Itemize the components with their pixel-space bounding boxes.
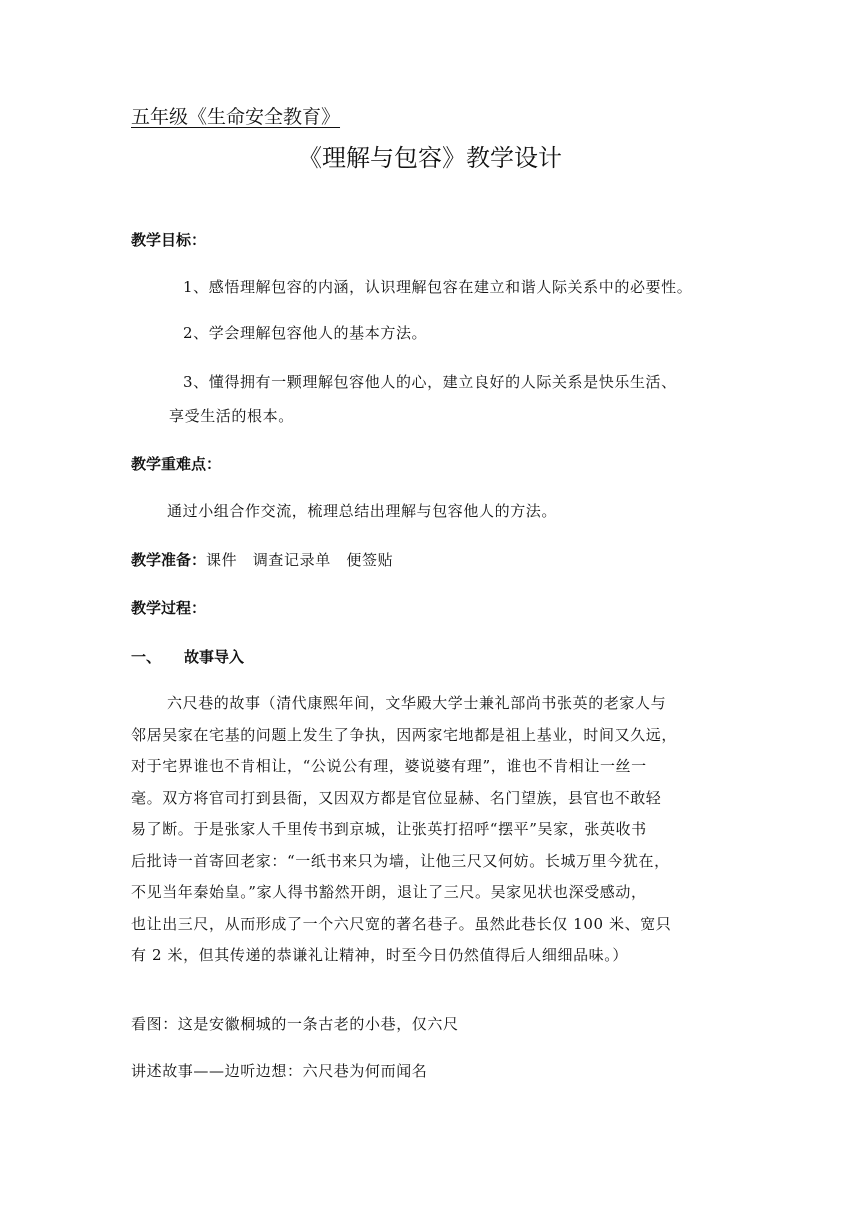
key-points-text: 通过小组合作交流，梳理总结出理解与包容他人的方法。 <box>167 502 558 520</box>
objective-item-3: 3、懂得拥有一颗理解包容他人的心，建立良好的人际关系是快乐生活、 <box>183 373 677 391</box>
story-line: 六尺巷的故事（清代康熙年间，文华殿大学士兼礼部尚书张英的老家人与 <box>167 694 667 712</box>
story-line: 后批诗一首寄回老家：“一纸书来只为墙，让他三尺又何妨。长城万里今犹在， <box>131 851 670 870</box>
story-line: 对于宅界谁也不肯相让，“公说公有理，婆说婆有理”，谁也不肯相让一丝一 <box>131 757 647 775</box>
objectives-heading: 教学目标： <box>131 231 207 249</box>
preparation-text: 课件 调查记录单 便签贴 <box>206 551 394 569</box>
objective-item-1: 1、感悟理解包容的内涵，认识理解包容在建立和谐人际关系中的必要性。 <box>183 278 693 296</box>
section-1-title: 故事导入 <box>184 648 245 666</box>
key-points-heading: 教学重难点： <box>131 455 222 473</box>
story-line: 不见当年秦始皇。”家人得书豁然开朗，退让了三尺。吴家见状也深受感动， <box>131 883 647 901</box>
story-line: 易了断。于是张家人千里传书到京城，让张英打招呼“摆平”吴家，张英收书 <box>131 820 647 838</box>
objective-item-2: 2、学会理解包容他人的基本方法。 <box>183 324 428 342</box>
process-heading: 教学过程： <box>131 599 207 617</box>
objective-item-3-continued: 享受生活的根本。 <box>169 407 294 425</box>
look-at-picture-text: 看图：这是安徽桐城的一条古老的小巷，仅六尺 <box>131 1015 459 1033</box>
story-line: 毫。双方将官司打到县衙，又因双方都是官位显赫、名门望族，县官也不敢轻 <box>131 788 662 807</box>
section-1-number: 一、 <box>131 648 162 666</box>
tell-story-text: 讲述故事——边听边想：六尺巷为何而闻名 <box>131 1062 428 1080</box>
story-paragraph <box>131 692 731 976</box>
story-line: 邻居吴家在宅基的问题上发生了争执，因两家宅地都是祖上基业，时间又久远， <box>131 725 678 744</box>
subject-heading: 五年级《生命安全教育》 <box>131 106 341 128</box>
page-title: 《理解与包容》教学设计 <box>298 144 562 172</box>
preparation-heading: 教学准备： <box>131 551 207 569</box>
story-line: 有 2 米，但其传递的恭谦礼让精神，时至今日仍然值得后人细细品味。） <box>131 946 628 964</box>
story-line: 也让出三尺，从而形成了一个六尺宽的著名巷子。虽然此巷长仅 100 米、宽只 <box>131 914 672 933</box>
preparation-line <box>131 549 393 571</box>
